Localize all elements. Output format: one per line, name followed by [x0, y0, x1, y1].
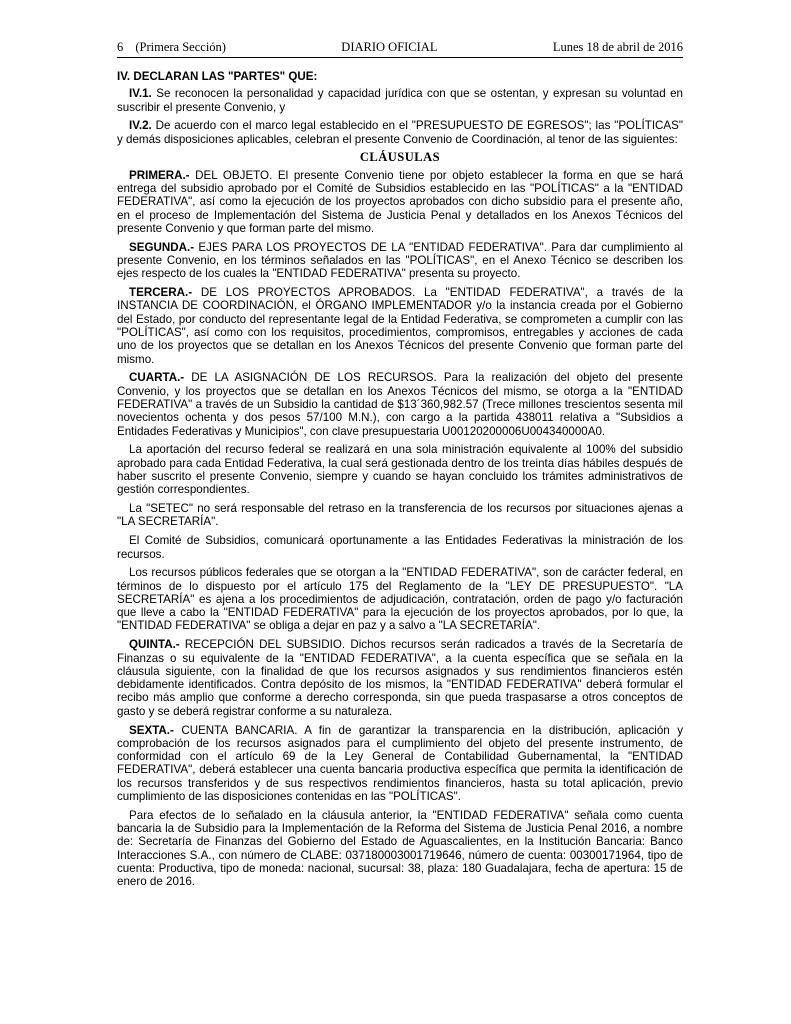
clause-label: TERCERA.-	[129, 286, 193, 300]
clause-text: La aportación del recurso federal se realizará en una sola ministración equivalente al 100% del subsidio aprobado para cada Entidad Federativa, la cual será gestionada dentro de los treinta días hábiles después de haber suscrito el presente Convenio, siempre y cuando se hayan concluido los trámites administrativos de gestión correspondientes.	[117, 443, 683, 497]
clause-label: QUINTA.-	[129, 638, 180, 652]
clause-text: EJES PARA LOS PROYECTOS DE LA "ENTIDAD FEDERATIVA". Para dar cumplimiento al presente Convenio, en los términos señalados en las "POLÍTICAS", en el Anexo Técnico se describen los ejes respecto de los cuales la "ENTIDAD FEDERATIVA" presenta su proyecto.	[117, 240, 683, 281]
clause-paragraph	[117, 638, 683, 718]
clause-text: DE LOS PROYECTOS APROBADOS. La "ENTIDAD FEDERATIVA", a través de la INSTANCIA DE COORDINACIÓN, el ÓRGANO IMPLEMENTADOR y/o la instancia creada por el Gobierno del Estado, por conducto del representante legal de la Entidad Federativa, se comprometen a cumplir con las "POLÍTICAS", así como con los requisitos, procedimientos, compromisos, entregables y acciones de cada uno de los proyectos que se detallan en los Anexos Técnicos del presente Convenio que forman parte del mismo.	[117, 286, 683, 366]
declaration-text: De acuerdo con el marco legal establecido en el "PRESUPUESTO DE EGRESOS"; las "POLÍTICAS" y demás disposiciones aplicables, celebran el presente Convenio de Coordinación, al tenor de las siguientes:	[117, 119, 683, 146]
document-body	[117, 70, 683, 889]
publication-date: Lunes 18 de abril de 2016	[552, 40, 683, 54]
publication-name: DIARIO OFICIAL	[341, 40, 438, 54]
clause-paragraph	[117, 809, 683, 889]
header-left	[117, 40, 226, 55]
clause-text: Para efectos de lo señalado en la cláusula anterior, la "ENTIDAD FEDERATIVA" señala como cuenta bancaria la de Subsidio para la Implementación de la Reforma del Sistema de Justicia Penal 2016, a nombre de: Secretaría de Finanzas del Gobierno del Estado de Aguascalientes, en la Institución Bancaria: Banco Interacciones S.A., con número de CLABE: 037180003001719646, número de cuenta: 00300171964, tipo de cuenta: Productiva, tipo de moneda: nacional, sucursal: 38, plaza: 180 Guadalajara, fecha de apertura: 15 de enero de 2016.	[117, 808, 683, 889]
clause-text: El Comité de Subsidios, comunicará oportunamente a las Entidades Federativas la ministración de los recursos.	[117, 534, 683, 561]
clause-paragraph	[117, 534, 683, 561]
clause-label: CUARTA.-	[129, 371, 185, 385]
clause-text: La "SETEC" no será responsable del retraso en la transferencia de los recursos por situaciones ajenas a "LA SECRETARÍA".	[117, 502, 683, 529]
section-label: (Primera Sección)	[135, 40, 226, 54]
clause-paragraph	[117, 241, 683, 281]
document-page	[117, 40, 683, 894]
clause-paragraph	[117, 724, 683, 804]
declaration-text: Se reconocen la personalidad y capacidad jurídica con que se ostentan, y expresan su voluntad en suscribir el presente Convenio, y	[117, 87, 683, 114]
clause-text: Los recursos públicos federales que se otorgan a la "ENTIDAD FEDERATIVA", son de carácter federal, en términos de lo dispuesto por el artículo 175 del Reglamento de la "LEY DE PRESUPUESTO". "LA SECRETARÍA" es ajena a los procedimientos de adjudicación, contratación, orden de pago y/o facturación que lleve a cabo la "ENTIDAD FEDERATIVA" para la ejecución de los proyectos aprobados, por lo que, la "ENTIDAD FEDERATIVA" se obliga a dejar en paz y a salvo a "LA SECRETARÍA".	[117, 566, 683, 633]
clause-label: PRIMERA.-	[129, 168, 190, 182]
clause-paragraph	[117, 371, 683, 437]
clausulas-title: CLÁUSULAS	[359, 150, 441, 165]
declaration-paragraph	[117, 119, 683, 146]
declaration-number: IV.2.	[129, 119, 152, 133]
page-number: 6	[117, 40, 124, 54]
clause-text: DEL OBJETO. El presente Convenio tiene por objeto establecer la forma en que se hará entrega del subsidio aprobado por el Comité de Subsidios establecido en las "POLÍTICAS" a la "ENTIDAD FEDERATIVA", así como la ejecución de los proyectos aprobados con dicho subsidio para el presente año, en el proceso de Implementación del Sistema de Justicia Penal y detallados en los Anexos Técnicos del presente Convenio y que forman parte del mismo.	[117, 168, 683, 235]
declaration-paragraph	[117, 87, 683, 114]
clause-paragraph	[117, 169, 683, 235]
clause-paragraph	[117, 502, 683, 529]
clause-text: RECEPCIÓN DEL SUBSIDIO. Dichos recursos serán radicados a través de la Secretaría de Finanzas o su equivalente de la "ENTIDAD FEDERATIVA", a la cuenta específica que se señala en la cláusula siguiente, con la finalidad de que los recursos asignados y sus rendimientos financieros estén debidamente identificados. Contra depósito de los mismos, la "ENTIDAD FEDERATIVA" deberá formular el recibo más amplio que conforme a derecho corresponda, sin que pueda traspasarse a otros conceptos de gasto y se deberá registrar conforme a su naturaleza.	[117, 638, 683, 718]
clause-text: CUENTA BANCARIA. A fin de garantizar la transparencia en la distribución, aplicación y comprobación de los recursos asignados para el cumplimiento del objeto del presente instrumento, de conformidad con el artículo 69 de la Ley General de Contabilidad Gubernamental, la "ENTIDAD FEDERATIVA", deberá establecer una cuenta bancaria productiva específica que permita la identificación de los recursos transferidos y de sus respectivos rendimientos financieros, hasta su total aplicación, previo cumplimiento de las disposiciones contenidas en las "POLÍTICAS".	[117, 723, 683, 804]
clause-label: SEGUNDA.-	[129, 240, 195, 254]
clause-label: SEXTA.-	[129, 723, 174, 737]
clause-paragraph	[117, 443, 683, 496]
page-header	[117, 40, 683, 58]
clause-text: DE LA ASIGNACIÓN DE LOS RECURSOS. Para la realización del objeto del presente Convenio, y los proyectos que se detallan en los Anexos Técnicos del mismo, se otorga a la "ENTIDAD FEDERATIVA" a través de un Subsidio la cantidad de $13´360,982.57 (Trece millones trescientos sesenta mil novecientos ochenta y dos pesos 57/100 M.N.), con cargo a la partida 438011 relativa a "Subsidios a Entidades Federativas y Municipios", con clave presupuestaria U00120200006U004340000A0.	[117, 371, 683, 438]
section-heading: IV. DECLARAN LAS "PARTES" QUE:	[117, 70, 318, 83]
declaration-number: IV.1.	[129, 87, 152, 101]
clause-paragraph	[117, 566, 683, 632]
clause-paragraph	[117, 286, 683, 366]
